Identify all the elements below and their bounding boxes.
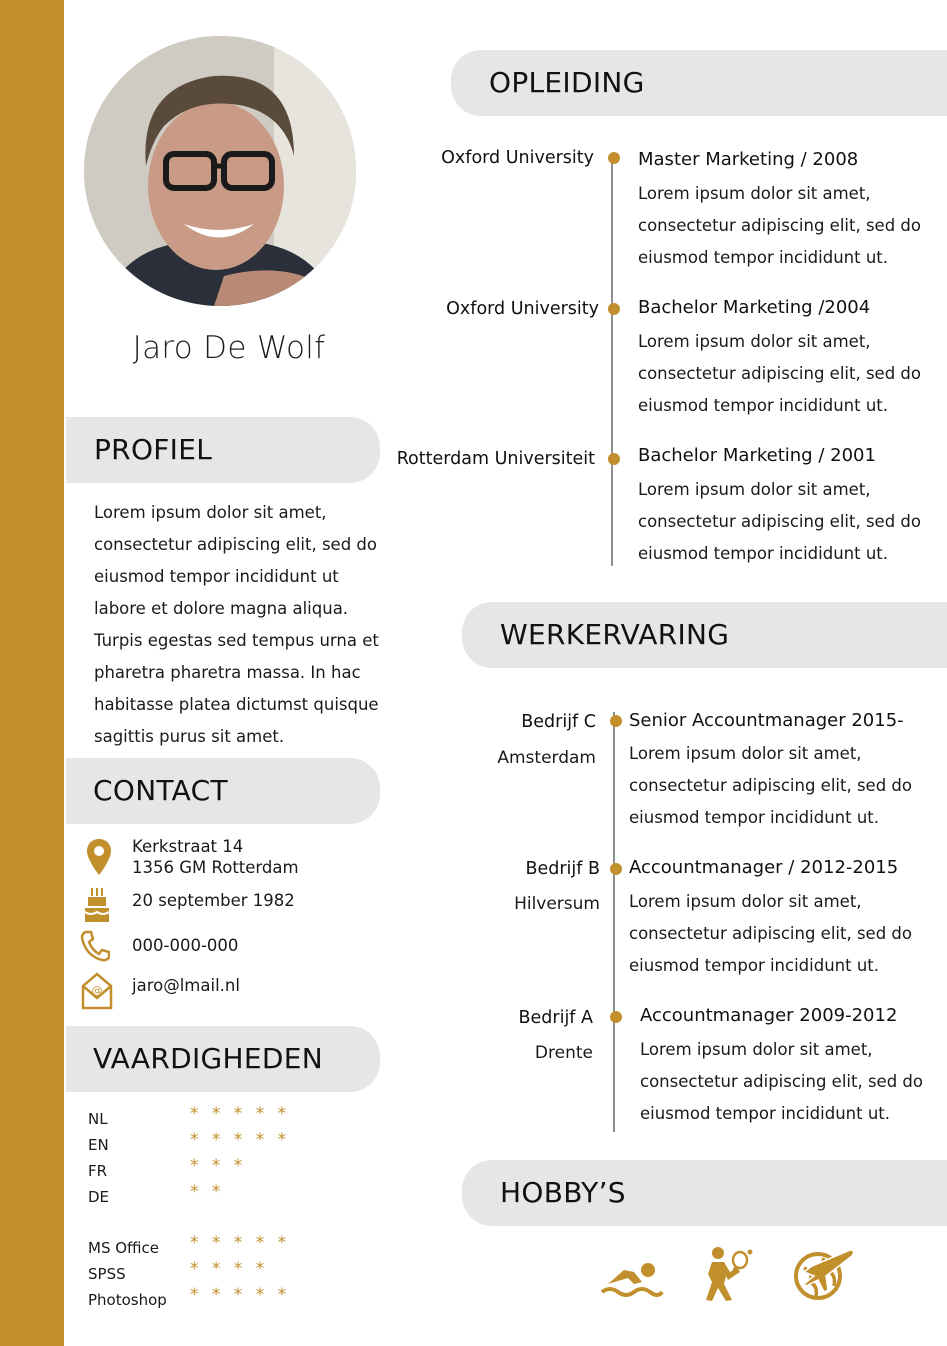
skill-stars: * * * — [190, 1156, 247, 1176]
profile-text: Lorem ipsum dolor sit amet, consectetur adipiscing elit, sed do eiusmod tempor incididunt ut labore et dolore magna aliqua. Turpis egestas sed tempus urna et pharetra pharetra massa. In hac habitasse platea dictumst quisque sagittis purus sit amet. — [94, 503, 379, 746]
timeline-dot — [608, 152, 620, 164]
experience-header-band — [462, 602, 947, 668]
profile-header-band — [66, 417, 380, 483]
experience-company: Bedrijf A — [518, 1008, 593, 1028]
skills-heading: VAARDIGHEDEN — [93, 1042, 323, 1075]
location-pin-icon — [86, 838, 112, 880]
education-timeline — [611, 158, 613, 566]
skill-label: EN — [88, 1136, 109, 1154]
skill-label: DE — [88, 1188, 110, 1206]
email-icon — [81, 970, 113, 1014]
birthday-cake-icon — [84, 886, 110, 928]
sidebar-accent-bar — [0, 0, 64, 1346]
profile-photo-illustration — [84, 36, 356, 306]
skill-stars: * * — [190, 1182, 225, 1202]
svg-text:@: @ — [91, 984, 103, 997]
experience-description: Lorem ipsum dolor sit amet, consectetur adipiscing elit, sed do eiusmod tempor incididunt ut. — [629, 744, 912, 827]
address-line-1: Kerkstraat 14 — [132, 837, 244, 856]
contact-heading: CONTACT — [93, 774, 228, 807]
skills-header-band — [66, 1026, 380, 1092]
skill-stars: * * * * * — [190, 1233, 291, 1253]
profile-heading: PROFIEL — [94, 433, 213, 466]
education-institution: Oxford University — [446, 299, 599, 319]
experience-title: Accountmanager 2009-2012 — [640, 1005, 898, 1026]
profile-photo — [84, 36, 356, 306]
swimming-icon — [600, 1256, 664, 1306]
experience-timeline — [613, 712, 615, 1132]
skill-stars: * * * * * — [190, 1104, 291, 1124]
education-heading: OPLEIDING — [489, 66, 645, 99]
education-description: Lorem ipsum dolor sit amet, consectetur adipiscing elit, sed do eiusmod tempor incididunt ut. — [638, 332, 921, 415]
education-description: Lorem ipsum dolor sit amet, consectetur adipiscing elit, sed do eiusmod tempor incididunt ut. — [638, 480, 921, 563]
education-institution: Oxford University — [441, 148, 594, 168]
skill-label: NL — [88, 1110, 108, 1128]
experience-company: Bedrijf B — [525, 859, 600, 879]
phone-text: 000-000-000 — [132, 936, 239, 955]
birthday-text: 20 september 1982 — [132, 891, 295, 910]
education-institution: Rotterdam Universiteit — [396, 449, 595, 469]
skill-stars: * * * * * — [190, 1285, 291, 1305]
timeline-dot — [610, 863, 622, 875]
email-text: jaro@lmail.nl — [132, 976, 240, 995]
timeline-dot — [610, 1011, 622, 1023]
timeline-dot — [610, 715, 622, 727]
experience-title: Accountmanager / 2012-2015 — [629, 857, 899, 878]
hobbies-header-band — [462, 1160, 947, 1226]
skill-stars: * * * * — [190, 1259, 269, 1279]
experience-heading: WERKERVARING — [500, 618, 730, 651]
education-header-band — [451, 50, 947, 116]
education-description: Lorem ipsum dolor sit amet, consectetur adipiscing elit, sed do eiusmod tempor incididunt ut. — [638, 184, 921, 267]
hobbies-heading: HOBBY’S — [500, 1176, 626, 1209]
phone-icon — [80, 930, 110, 966]
timeline-dot — [608, 453, 620, 465]
education-title: Master Marketing / 2008 — [638, 149, 859, 170]
education-title: Bachelor Marketing / 2001 — [638, 445, 876, 466]
experience-description: Lorem ipsum dolor sit amet, consectetur adipiscing elit, sed do eiusmod tempor incididunt ut. — [640, 1040, 923, 1123]
address-line-2: 1356 GM Rotterdam — [132, 858, 299, 877]
person-name: Jaro De Wolf — [132, 330, 326, 366]
skill-label: SPSS — [88, 1265, 126, 1283]
skill-label: MS Office — [88, 1239, 160, 1257]
experience-city: Drente — [534, 1043, 593, 1063]
experience-city: Amsterdam — [497, 748, 596, 768]
skill-label: FR — [88, 1162, 108, 1180]
experience-company: Bedrijf C — [521, 712, 596, 732]
tennis-icon — [700, 1246, 754, 1306]
skill-label: Photoshop — [88, 1291, 167, 1309]
experience-title: Senior Accountmanager 2015- — [629, 710, 904, 731]
experience-city: Hilversum — [514, 894, 600, 914]
contact-header-band — [66, 758, 380, 824]
timeline-dot — [608, 303, 620, 315]
skill-stars: * * * * * — [190, 1130, 291, 1150]
travel-icon — [790, 1246, 856, 1306]
education-title: Bachelor Marketing /2004 — [638, 297, 871, 318]
experience-description: Lorem ipsum dolor sit amet, consectetur adipiscing elit, sed do eiusmod tempor incididunt ut. — [629, 892, 912, 975]
